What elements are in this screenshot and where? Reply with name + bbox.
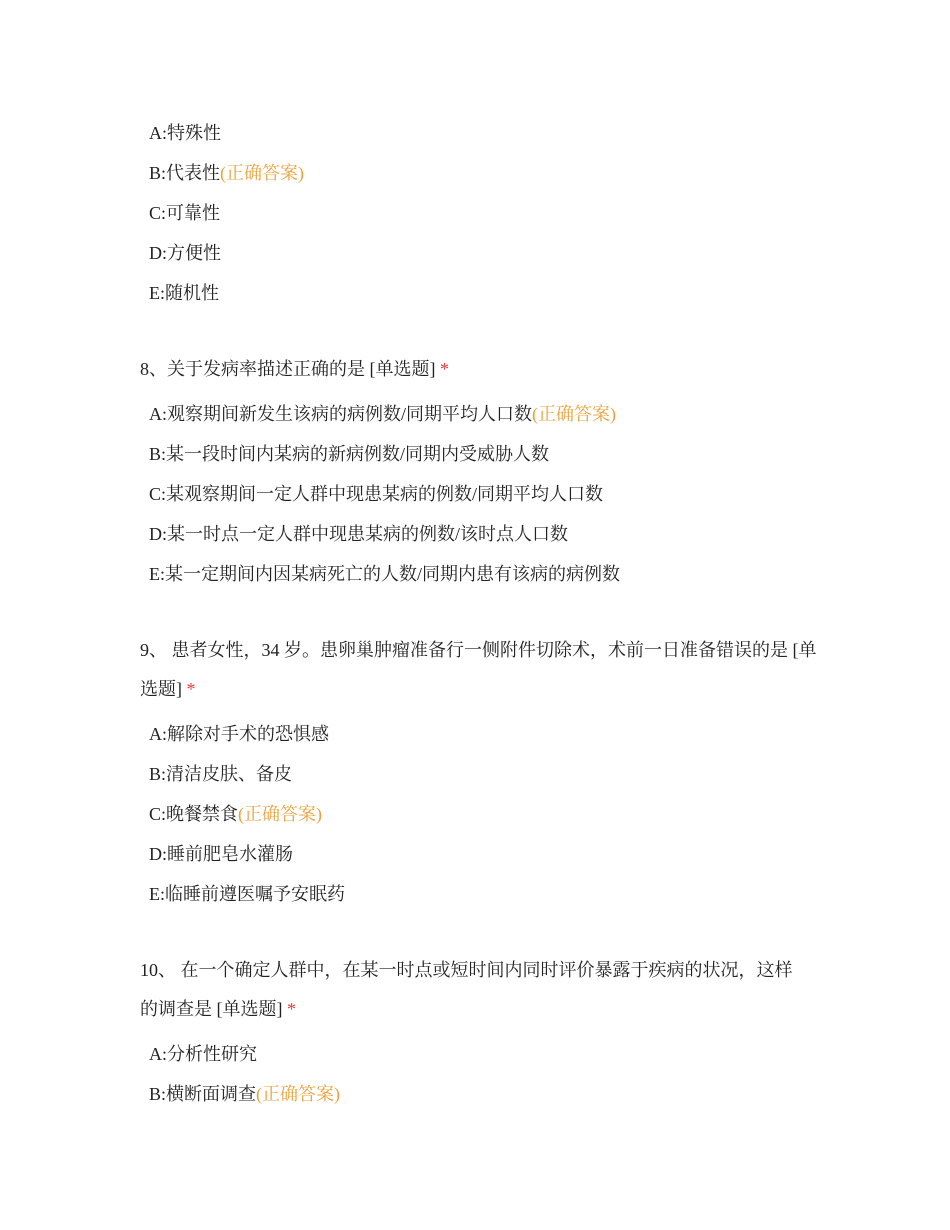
option-label: E:临睡前遵医嘱予安眠药 (149, 884, 345, 904)
q8-option-d (149, 522, 568, 546)
option-label: E:某一定期间内因某病死亡的人数/同期内患有该病的病例数 (149, 564, 620, 584)
option-label: B:代表性 (149, 163, 221, 183)
q8-option-b (149, 442, 549, 466)
required-mark: * (186, 679, 196, 699)
question-text: 9、 患者女性，34 岁。患卵巢肿瘤准备行一侧附件切除术，术前一日准备错误的是 [单选题] (140, 640, 817, 699)
option-label: B:横断面调查 (149, 1084, 257, 1104)
option-label: A:解除对手术的恐惧感 (149, 724, 329, 744)
q7-option-e (149, 281, 219, 305)
q8-option-c (149, 482, 603, 506)
question-8 (140, 350, 820, 389)
option-label: B:清洁皮肤、备皮 (149, 764, 293, 784)
q9-option-b (149, 762, 292, 786)
q9-option-a (149, 722, 329, 746)
q8-option-a (149, 402, 616, 426)
q7-option-c (149, 201, 220, 225)
q7-option-a (149, 121, 221, 145)
option-label: C:可靠性 (149, 203, 221, 223)
option-label: E:随机性 (149, 283, 219, 303)
correct-answer-tag: (正确答案) (256, 1084, 341, 1104)
correct-answer-tag: (正确答案) (220, 163, 305, 183)
question-text: 10、 在一个确定人群中，在某一时点或短时间内同时评价暴露于疾病的状况，这样的调查是 [单选题] (140, 960, 793, 1019)
option-label: C:某观察期间一定人群中现患某病的例数/同期平均人口数 (149, 484, 604, 504)
correct-answer-tag: (正确答案) (238, 804, 323, 824)
option-label: A:观察期间新发生该病的病例数/同期平均人口数 (149, 404, 532, 424)
question-9 (140, 631, 820, 709)
required-mark: * (287, 999, 296, 1019)
q8-option-e (149, 562, 620, 586)
option-label: C:晚餐禁食 (149, 804, 239, 824)
q10-option-b (149, 1082, 340, 1106)
q7-option-d (149, 241, 221, 265)
q9-option-c (149, 802, 322, 826)
required-mark: * (440, 359, 449, 379)
correct-answer-tag: (正确答案) (532, 404, 616, 424)
q10-option-a (149, 1042, 257, 1066)
option-label: D:方便性 (149, 243, 221, 263)
option-label: D:睡前肥皂水灌肠 (149, 844, 293, 864)
option-label: A:分析性研究 (149, 1044, 257, 1064)
question-text: 8、关于发病率描述正确的是 [单选题] (140, 359, 436, 379)
q7-option-b (149, 161, 304, 185)
option-label: B:某一段时间内某病的新病例数/同期内受威胁人数 (149, 444, 550, 464)
q9-option-d (149, 842, 293, 866)
option-label: A:特殊性 (149, 123, 221, 143)
option-label: D:某一时点一定人群中现患某病的例数/该时点人口数 (149, 524, 568, 544)
q9-option-e (149, 882, 345, 906)
question-10 (140, 951, 810, 1029)
